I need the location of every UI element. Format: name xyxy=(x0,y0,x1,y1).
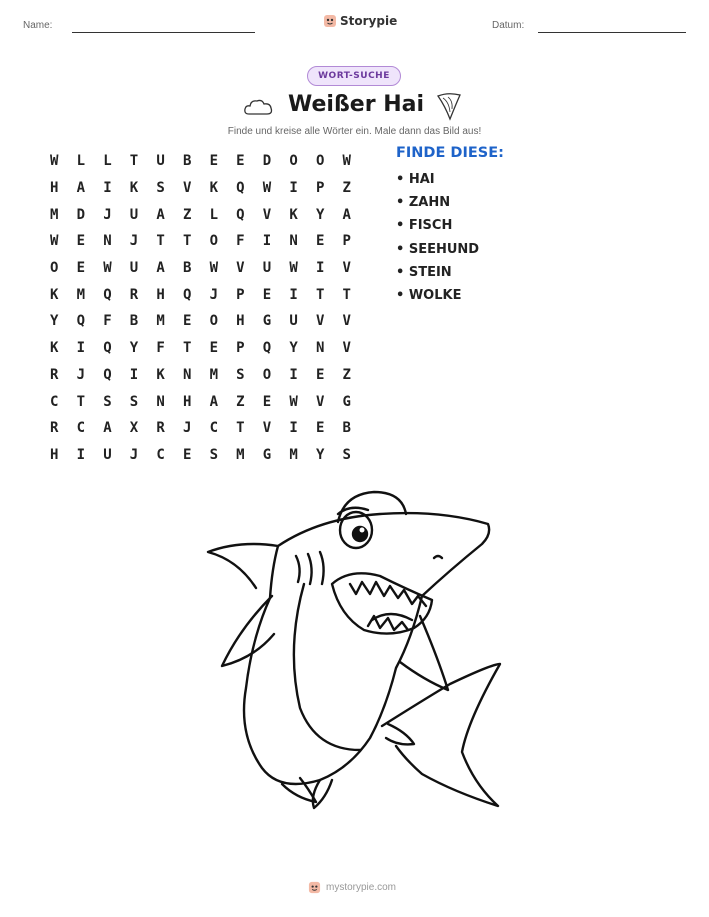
grid-row xyxy=(50,148,369,175)
grid-letter[interactable]: B xyxy=(182,260,192,277)
grid-letter[interactable]: V xyxy=(182,180,192,197)
grid-letter[interactable]: Q xyxy=(236,206,245,223)
grid-letter[interactable]: M xyxy=(289,446,298,463)
grid-letter[interactable]: A xyxy=(342,206,351,223)
grid-letter[interactable]: E xyxy=(76,260,86,277)
word-search-grid[interactable] xyxy=(50,148,369,468)
grid-letter[interactable]: Y xyxy=(50,313,59,330)
grid-letter[interactable]: I xyxy=(262,233,272,250)
grid-letter[interactable]: J xyxy=(129,233,139,250)
grid-letter[interactable]: R xyxy=(50,420,59,437)
grid-letter[interactable]: M xyxy=(156,313,165,330)
worksheet-type-badge: WORT-SUCHE xyxy=(307,66,401,86)
grid-letter[interactable]: I xyxy=(103,180,112,197)
grid-letter[interactable]: H xyxy=(236,313,245,330)
word-list-title: FINDE DIESE: xyxy=(396,145,504,161)
grid-letter[interactable]: W xyxy=(289,393,298,410)
grid-letter[interactable]: Z xyxy=(236,393,245,410)
grid-letter[interactable]: S xyxy=(103,393,112,410)
grid-letter[interactable]: E xyxy=(236,153,245,170)
brand-logo xyxy=(323,14,397,28)
grid-letter[interactable]: U xyxy=(156,153,165,170)
grid-letter[interactable]: O xyxy=(289,153,298,170)
grid-letter[interactable]: C xyxy=(50,393,59,410)
grid-letter[interactable]: N xyxy=(156,393,165,410)
grid-letter[interactable]: E xyxy=(182,446,192,463)
word-list-item: • FISCH xyxy=(396,218,453,234)
grid-letter[interactable]: D xyxy=(76,206,86,223)
grid-letter[interactable]: R xyxy=(50,366,59,383)
grid-letter[interactable]: A xyxy=(156,206,165,223)
grid-letter[interactable]: T xyxy=(342,286,351,303)
grid-letter[interactable]: K xyxy=(156,366,165,383)
grid-letter[interactable]: W xyxy=(50,233,59,250)
grid-letter[interactable]: E xyxy=(262,286,272,303)
grid-letter[interactable]: E xyxy=(76,233,86,250)
word-list-item: • WOLKE xyxy=(396,287,462,303)
cloud-icon xyxy=(242,96,274,118)
grid-row xyxy=(50,281,369,308)
grid-letter[interactable]: K xyxy=(50,340,59,357)
shark-coloring-illustration xyxy=(200,488,510,828)
grid-letter[interactable]: S xyxy=(129,393,139,410)
grid-letter[interactable]: N xyxy=(315,340,325,357)
instructions: Finde und kreise alle Wörter ein. Male dann das Bild aus! xyxy=(227,126,482,137)
storypie-logo-icon xyxy=(323,14,337,28)
grid-letter[interactable]: T xyxy=(236,420,245,437)
grid-letter[interactable]: W xyxy=(262,180,272,197)
grid-letter[interactable]: M xyxy=(76,286,86,303)
grid-letter[interactable]: H xyxy=(182,393,192,410)
grid-letter[interactable]: H xyxy=(50,446,59,463)
grid-letter[interactable]: I xyxy=(315,260,325,277)
grid-letter[interactable]: G xyxy=(262,313,272,330)
grid-letter[interactable]: I xyxy=(289,286,298,303)
grid-row xyxy=(50,415,369,442)
grid-letter[interactable]: U xyxy=(289,313,298,330)
name-line[interactable] xyxy=(72,32,255,33)
grid-letter[interactable]: T xyxy=(129,153,139,170)
grid-letter[interactable]: W xyxy=(103,260,112,277)
grid-letter[interactable]: R xyxy=(129,286,139,303)
grid-letter[interactable]: P xyxy=(342,233,351,250)
grid-letter[interactable]: Q xyxy=(103,286,112,303)
grid-letter[interactable]: J xyxy=(182,420,192,437)
grid-letter[interactable]: W xyxy=(209,260,218,277)
grid-letter[interactable]: T xyxy=(315,286,325,303)
grid-letter[interactable]: S xyxy=(209,446,218,463)
brand-name: Storypie xyxy=(340,14,398,28)
grid-letter[interactable]: Q xyxy=(103,340,112,357)
grid-letter[interactable]: E xyxy=(209,340,218,357)
grid-letter[interactable]: C xyxy=(156,446,165,463)
grid-letter[interactable]: J xyxy=(209,286,218,303)
grid-letter[interactable]: U xyxy=(129,260,139,277)
grid-letter[interactable]: V xyxy=(342,340,351,357)
footer xyxy=(308,881,396,894)
grid-row xyxy=(50,362,369,389)
grid-letter[interactable]: M xyxy=(50,206,59,223)
grid-letter[interactable]: O xyxy=(209,233,218,250)
grid-letter[interactable]: Z xyxy=(342,180,351,197)
word-list xyxy=(396,172,479,311)
grid-letter[interactable]: Q xyxy=(76,313,86,330)
grid-letter[interactable]: W xyxy=(342,153,351,170)
grid-letter[interactable]: D xyxy=(262,153,272,170)
grid-letter[interactable]: I xyxy=(289,180,298,197)
grid-letter[interactable]: Y xyxy=(315,446,325,463)
grid-letter[interactable]: B xyxy=(182,153,192,170)
grid-letter[interactable]: L xyxy=(209,206,218,223)
grid-row xyxy=(50,255,369,282)
name-label: Name: xyxy=(23,20,53,31)
grid-letter[interactable]: P xyxy=(236,340,245,357)
grid-letter[interactable]: P xyxy=(236,286,245,303)
grid-letter[interactable]: T xyxy=(182,340,192,357)
grid-letter[interactable]: F xyxy=(236,233,245,250)
page-title: Weißer Hai xyxy=(288,92,424,117)
grid-letter[interactable]: Q xyxy=(262,340,272,357)
grid-letter[interactable]: T xyxy=(156,233,165,250)
grid-letter[interactable]: J xyxy=(103,206,112,223)
grid-letter[interactable]: Y xyxy=(315,206,325,223)
grid-letter[interactable]: E xyxy=(315,420,325,437)
grid-letter[interactable]: I xyxy=(289,420,298,437)
grid-letter[interactable]: K xyxy=(209,180,218,197)
grid-letter[interactable]: K xyxy=(289,206,298,223)
grid-letter[interactable]: C xyxy=(76,420,86,437)
grid-row xyxy=(50,201,369,228)
grid-letter[interactable]: L xyxy=(103,153,112,170)
grid-letter[interactable]: G xyxy=(262,446,272,463)
grid-letter[interactable]: W xyxy=(289,260,298,277)
storypie-logo-icon xyxy=(308,881,321,894)
grid-letter[interactable]: F xyxy=(156,340,165,357)
grid-letter[interactable]: B xyxy=(342,420,351,437)
grid-letter[interactable]: V xyxy=(262,206,272,223)
grid-letter[interactable]: U xyxy=(129,206,139,223)
grid-letter[interactable]: T xyxy=(182,233,192,250)
grid-letter[interactable]: U xyxy=(103,446,112,463)
grid-letter[interactable]: M xyxy=(236,446,245,463)
grid-letter[interactable]: O xyxy=(50,260,59,277)
grid-letter[interactable]: K xyxy=(50,286,59,303)
grid-letter[interactable]: Q xyxy=(103,366,112,383)
grid-letter[interactable]: Y xyxy=(289,340,298,357)
date-label: Datum: xyxy=(492,20,525,31)
grid-letter[interactable]: A xyxy=(76,180,86,197)
grid-letter[interactable]: A xyxy=(209,393,218,410)
grid-letter[interactable]: I xyxy=(76,340,86,357)
word-list-item: • HAI xyxy=(396,172,435,187)
grid-letter[interactable]: I xyxy=(129,366,139,383)
grid-letter[interactable]: V xyxy=(262,420,272,437)
grid-letter[interactable]: Q xyxy=(182,286,192,303)
grid-letter[interactable]: S xyxy=(156,180,165,197)
grid-letter[interactable]: V xyxy=(236,260,245,277)
grid-letter[interactable]: Z xyxy=(342,366,351,383)
shark-tooth-icon xyxy=(436,90,462,122)
grid-letter[interactable]: V xyxy=(342,313,351,330)
grid-row xyxy=(50,175,369,202)
grid-letter[interactable]: M xyxy=(209,366,218,383)
word-list-item: • ZAHN xyxy=(396,195,451,211)
date-line[interactable] xyxy=(538,32,686,33)
grid-letter[interactable]: H xyxy=(50,180,59,197)
grid-letter[interactable]: O xyxy=(315,153,325,170)
grid-row xyxy=(50,228,369,255)
grid-letter[interactable]: E xyxy=(262,393,272,410)
grid-row xyxy=(50,335,369,362)
grid-letter[interactable]: H xyxy=(156,286,165,303)
grid-letter[interactable]: F xyxy=(103,313,112,330)
grid-letter[interactable]: L xyxy=(76,153,86,170)
word-list-item: • STEIN xyxy=(396,264,452,280)
grid-letter[interactable]: T xyxy=(76,393,86,410)
grid-letter[interactable]: I xyxy=(76,446,86,463)
grid-letter[interactable]: S xyxy=(342,446,351,463)
grid-letter[interactable]: E xyxy=(182,313,192,330)
grid-letter[interactable]: A xyxy=(103,420,112,437)
grid-letter[interactable]: V xyxy=(342,260,351,277)
grid-letter[interactable]: W xyxy=(50,153,59,170)
grid-letter[interactable]: E xyxy=(209,153,218,170)
grid-letter[interactable]: X xyxy=(129,420,139,437)
word-list-item: • SEEHUND xyxy=(396,241,480,257)
grid-letter[interactable]: A xyxy=(156,260,165,277)
grid-letter[interactable]: V xyxy=(315,393,325,410)
grid-letter[interactable]: J xyxy=(76,366,86,383)
grid-letter[interactable]: G xyxy=(342,393,351,410)
grid-letter[interactable]: C xyxy=(209,420,218,437)
grid-letter[interactable]: Q xyxy=(236,180,245,197)
footer-url[interactable]: mystorypie.com xyxy=(326,882,397,893)
grid-row xyxy=(50,442,369,469)
grid-letter[interactable]: O xyxy=(262,366,272,383)
grid-letter[interactable]: E xyxy=(315,366,325,383)
grid-row xyxy=(50,388,369,415)
grid-letter[interactable]: E xyxy=(315,233,325,250)
grid-letter[interactable]: R xyxy=(156,420,165,437)
grid-row xyxy=(50,308,369,335)
grid-letter[interactable]: J xyxy=(129,446,139,463)
grid-letter[interactable]: O xyxy=(209,313,218,330)
grid-letter[interactable]: B xyxy=(129,313,139,330)
grid-letter[interactable]: I xyxy=(289,366,298,383)
grid-letter[interactable]: V xyxy=(315,313,325,330)
grid-letter[interactable]: P xyxy=(315,180,325,197)
grid-letter[interactable]: U xyxy=(262,260,272,277)
grid-letter[interactable]: Z xyxy=(182,206,192,223)
grid-letter[interactable]: N xyxy=(182,366,192,383)
grid-letter[interactable]: Y xyxy=(129,340,139,357)
grid-letter[interactable]: K xyxy=(129,180,139,197)
grid-letter[interactable]: N xyxy=(103,233,112,250)
grid-letter[interactable]: S xyxy=(236,366,245,383)
grid-letter[interactable]: N xyxy=(289,233,298,250)
